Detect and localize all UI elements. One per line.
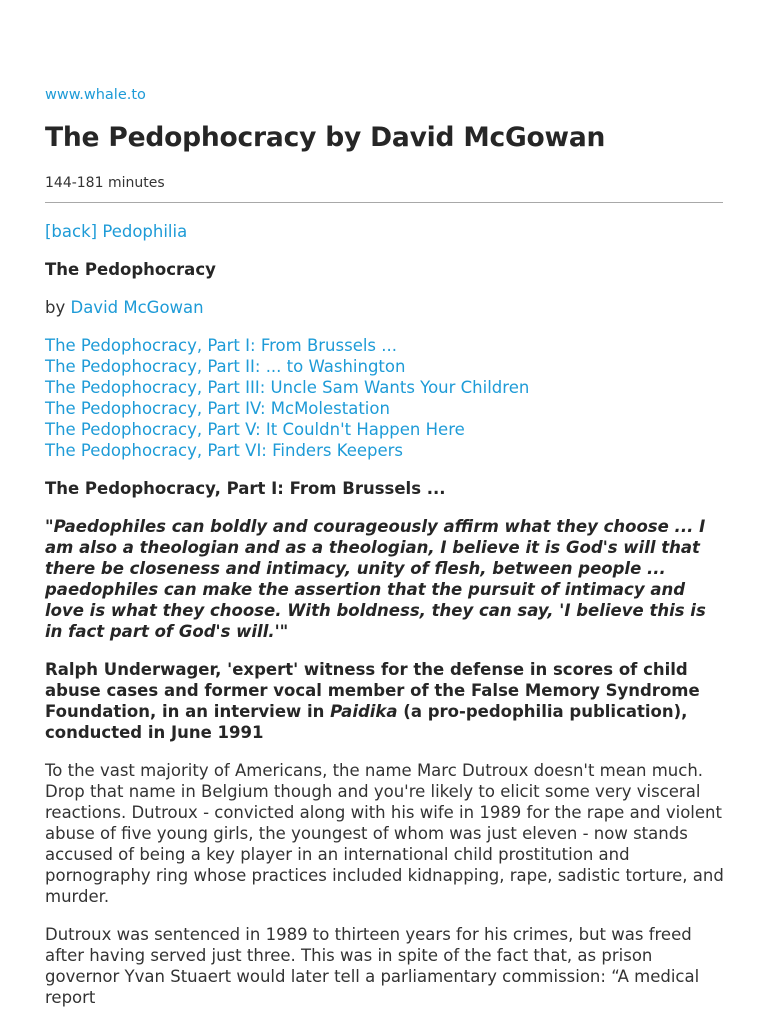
section-heading: The Pedophocracy, Part I: From Brussels ... — [45, 479, 446, 498]
attribution-publication: Paidika — [330, 702, 398, 721]
source-link[interactable]: www.whale.to — [45, 87, 146, 103]
header-divider — [45, 202, 723, 203]
part-link-3[interactable]: The Pedophocracy, Part III: Uncle Sam Wants Your Children — [45, 378, 530, 397]
reading-time: 144-181 minutes — [45, 175, 165, 191]
body-paragraph: Dutroux was sentenced in 1989 to thirteen years for his crimes, but was freed after having served just three. This was in spite of the fact that, as prison governor Yvan Stuaert would later tell a parliamentary commission: “A medical report — [45, 925, 700, 1007]
part-link-6[interactable]: The Pedophocracy, Part VI: Finders Keepers — [45, 441, 403, 460]
part-link-4[interactable]: The Pedophocracy, Part IV: McMolestation — [45, 399, 390, 418]
attribution-text-before: Ralph Underwager, 'expert' witness for the defense in scores of child abuse cases and former vocal member of the False Memory Syndrome Foundation, in an interview in — [45, 660, 700, 721]
page-title: The Pedophocracy by David McGowan — [45, 122, 606, 153]
part-link-2[interactable]: The Pedophocracy, Part II: ... to Washington — [45, 357, 406, 376]
part-link-5[interactable]: The Pedophocracy, Part V: It Couldn't Happen Here — [45, 420, 465, 439]
author-link[interactable]: David McGowan — [70, 298, 204, 317]
article-heading: The Pedophocracy — [45, 260, 216, 279]
parts-list — [45, 335, 725, 461]
quote-attribution — [45, 659, 725, 743]
byline-prefix: by — [45, 298, 71, 317]
back-link[interactable]: [back] Pedophilia — [45, 222, 188, 241]
byline — [45, 297, 725, 318]
back-paragraph — [45, 221, 725, 242]
article-body — [45, 221, 725, 1025]
attribution-text-after: (a pro-pedophilia publication), conducted in June 1991 — [45, 702, 688, 742]
part-link-1[interactable]: The Pedophocracy, Part I: From Brussels ... — [45, 336, 398, 355]
epigraph-quote: "Paedophiles can boldly and courageously affirm what they choose ... I am also a theologian and as a theologian, I believe it is God's will that there be closeness and intimacy, unity of flesh, between people ... paedophiles can make the assertion that the pursuit of intimacy and love is what they choose. With boldness, they can say, 'I believe this is in fact part of God's will.'" — [45, 517, 706, 641]
body-paragraph: To the vast majority of Americans, the name Marc Dutroux doesn't mean much. Drop that name in Belgium though and you're likely to elicit some very visceral reactions. Dutroux - convicted along with his wife in 1989 for the rape and violent abuse of five young girls, the youngest of whom was just eleven - now stands accused of being a key player in an international child prostitution and pornography ring whose practices included kidnapping, rape, sadistic torture, and murder. — [45, 761, 724, 906]
